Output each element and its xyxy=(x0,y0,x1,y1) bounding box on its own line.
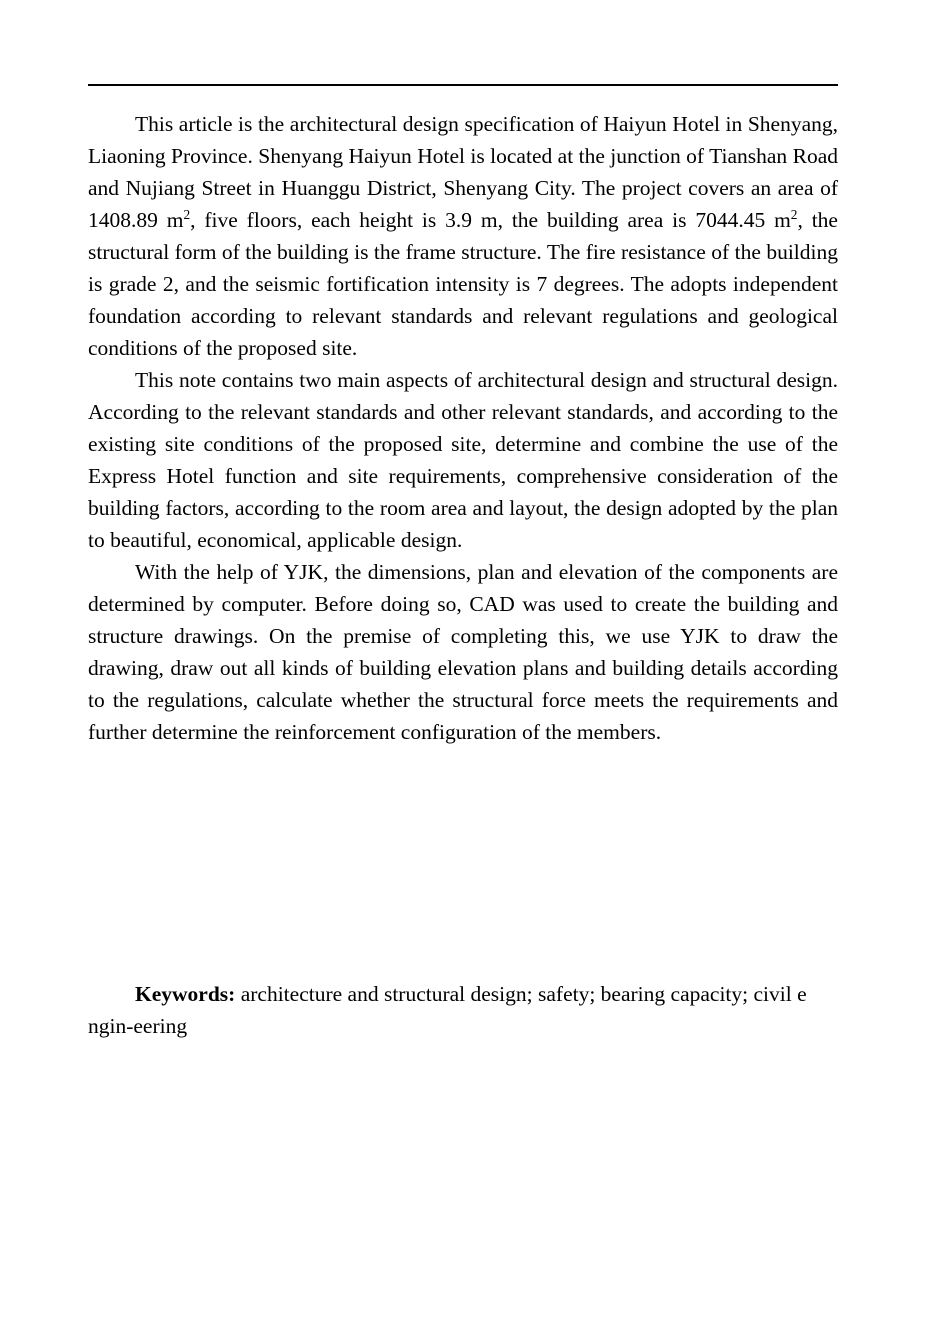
keywords-section xyxy=(88,978,840,1042)
superscript-square-unit: 2 xyxy=(183,206,191,222)
paragraph-project-overview xyxy=(88,108,838,364)
paragraph-text-segment: This article is the architectural design specification of Haiyun Hotel in Shenyang, Liaoning Province. Shenyang Haiyun Hotel is located at the junction of Tianshan Road and Nujiang Street in Huanggu District, Shenyang City. The project covers an area of 1408.89 m xyxy=(88,112,838,232)
paragraph-text-segment: , five floors, each height is 3.9 m, the building area is 7044.45 m xyxy=(190,208,791,232)
header-horizontal-rule xyxy=(88,84,838,86)
keywords-line xyxy=(88,978,840,1042)
keywords-label: Keywords: xyxy=(135,982,236,1006)
paragraph-text-segment: , the structural form of the building is the frame structure. The fire resistance of the building is grade 2, and the seismic fortification intensity is 7 degrees. The adopts independent foundation according to relevant standards and relevant regulations and geological conditions of the proposed site. xyxy=(88,208,838,360)
paragraph-text-segment: With the help of YJK, the dimensions, plan and elevation of the components are determined by computer. Before doing so, CAD was used to create the building and structure drawings. On the premise of completing this, we use YJK to draw the drawing, draw out all kinds of building elevation plans and building details according to the regulations, calculate whether the structural force meets the requirements and further determine the reinforcement configuration of the members. xyxy=(88,560,838,744)
abstract-body xyxy=(88,108,838,748)
paragraph-text-segment: This note contains two main aspects of architectural design and structural design. According to the relevant standards and other relevant standards, and according to the existing site conditions of the proposed site, determine and combine the use of the Express Hotel function and site requirements, comprehensive consideration of the building factors, according to the room area and layout, the design adopted by the plan to beautiful, economical, applicable design. xyxy=(88,368,838,552)
paragraph-software-workflow xyxy=(88,556,838,748)
superscript-square-unit: 2 xyxy=(790,206,798,222)
paragraph-design-aspects xyxy=(88,364,838,556)
keywords-value: architecture and structural design; safety; bearing capacity; civil e ngin-eering xyxy=(88,982,807,1038)
